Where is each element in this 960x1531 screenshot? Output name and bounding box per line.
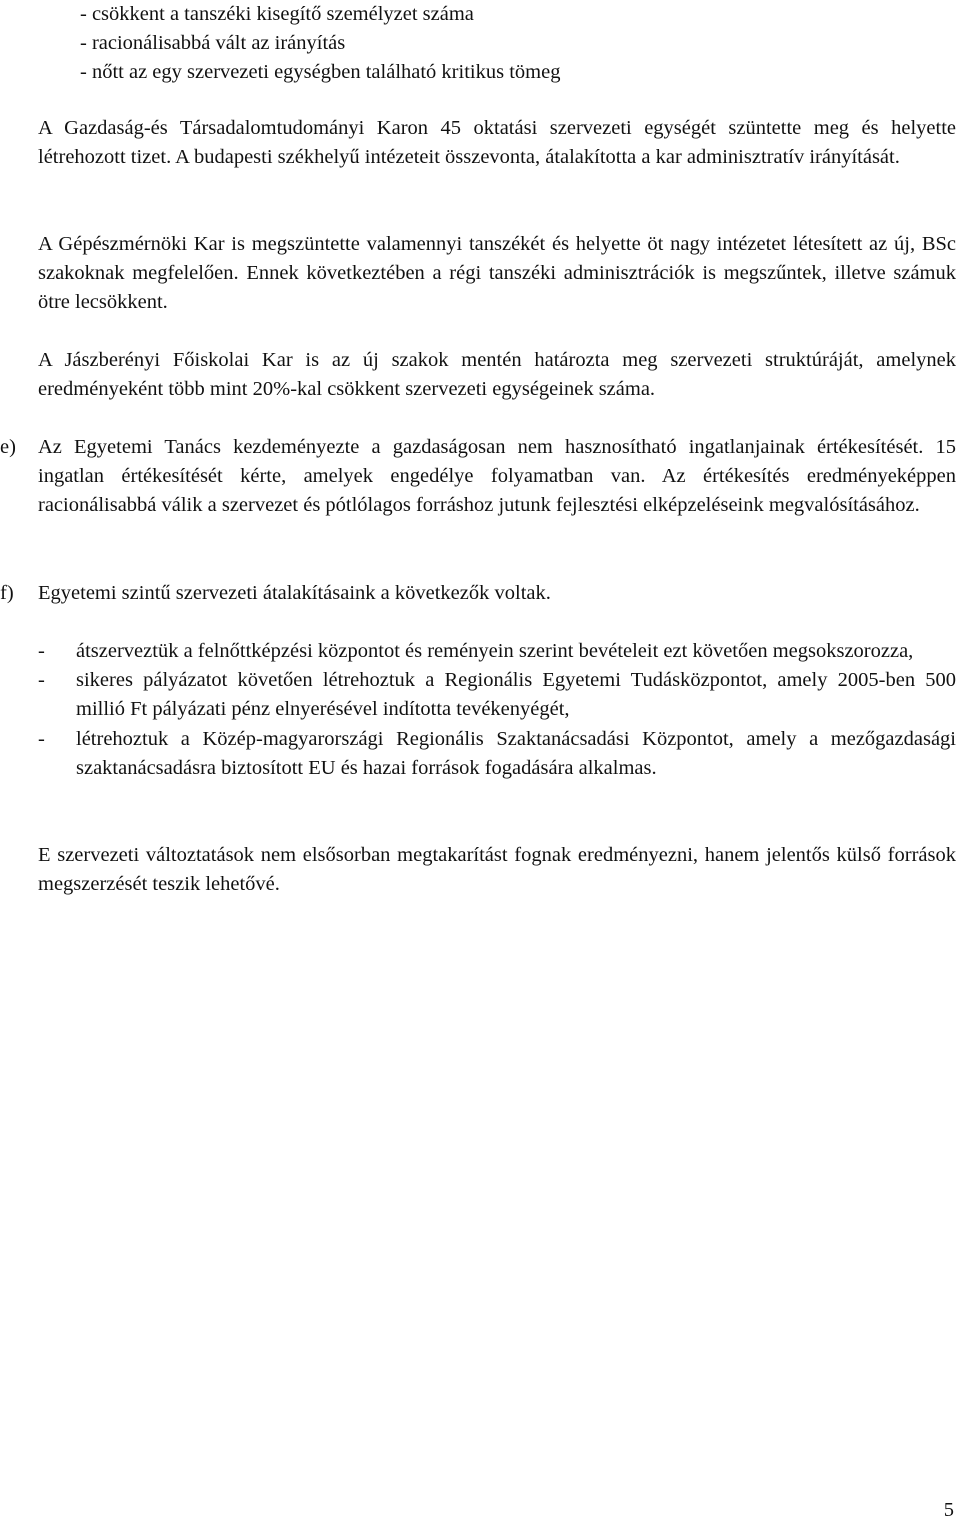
paragraph-gtk: A Gazdaság-és Társadalomtudományi Karon 45 oktatási szervezeti egységét szüntette meg és helyette létrehozott tizet. A budapesti székhelyű intézeteit összevonta, átalakította a kar adminisztratív irányítását.	[38, 117, 956, 169]
item-marker: f)	[0, 582, 14, 604]
paragraph-gepesz: A Gépészmérnöki Kar is megszüntette valamennyi tanszékét és helyette öt nagy intézetet létesített az új, BSc szakoknak megfelelően. Ennek következtében a régi tanszéki adminisztrációk is megszűntek, illetve számuk ötre lecsökkent.	[38, 233, 956, 314]
item-f-text: Egyetemi szintű szervezeti átalakításaink a következők voltak.	[38, 582, 551, 604]
dash-list	[38, 637, 956, 783]
dash-marker: -	[38, 640, 45, 662]
list-item: - nőtt az egy szervezeti egységben található kritikus tömeg	[80, 61, 561, 84]
item-f	[0, 579, 956, 608]
list-item: - csökkent a tanszéki kisegítő személyzet száma	[80, 3, 474, 25]
top-bullet-list	[80, 0, 940, 88]
list-item-text: sikeres pályázatot követően létrehoztuk a Regionális Egyetemi Tudásközpontot, amely 2005-ben 500 millió Ft pályázati pénz elnyerésével indította tevékenyégét,	[76, 669, 956, 721]
list-item-text: létrehoztuk a Közép-magyarországi Regionális Szaktanácsadási Központot, amely a mezőgazdasági szaktanácsadásra biztosított EU és hazai források fogadására alkalmas.	[76, 727, 956, 779]
paragraph-closing: E szervezeti változtatások nem elsősorban megtakarítást fognak eredményezni, hanem jelentős külső források megszerzését teszik lehetővé.	[38, 844, 956, 896]
paragraph-jaszbereny: A Jászberényi Főiskolai Kar is az új szakok mentén határozta meg szervezeti struktúráját, amelynek eredményeként több mint 20%-kal csökkent szervezeti egységeinek száma.	[38, 349, 956, 401]
list-item: - racionálisabbá vált az irányítás	[80, 32, 346, 55]
page-number: 5	[943, 1499, 954, 1521]
list-item	[38, 637, 956, 666]
list-item	[38, 666, 956, 724]
dash-marker: -	[38, 727, 45, 750]
item-e	[0, 433, 956, 521]
dash-marker: -	[38, 669, 45, 692]
list-item-text: átszerveztük a felnőttképzési központot és reményein szerint bevételeit ezt követően megsokszorozza,	[76, 640, 914, 662]
list-item	[38, 725, 956, 783]
item-marker: e)	[0, 436, 16, 458]
item-e-text: Az Egyetemi Tanács kezdeményezte a gazdaságosan nem hasznosítható ingatlanjainak értékesítését. 15 ingatlan értékesítését kérte, amelyek engedélye folyamatban van. Az értékesítés eredményeképpen racionálisabbá válik a szervezet és pótlólagos forráshoz jutunk fejlesztési elképzeléseink megvalósításához.	[38, 436, 956, 517]
